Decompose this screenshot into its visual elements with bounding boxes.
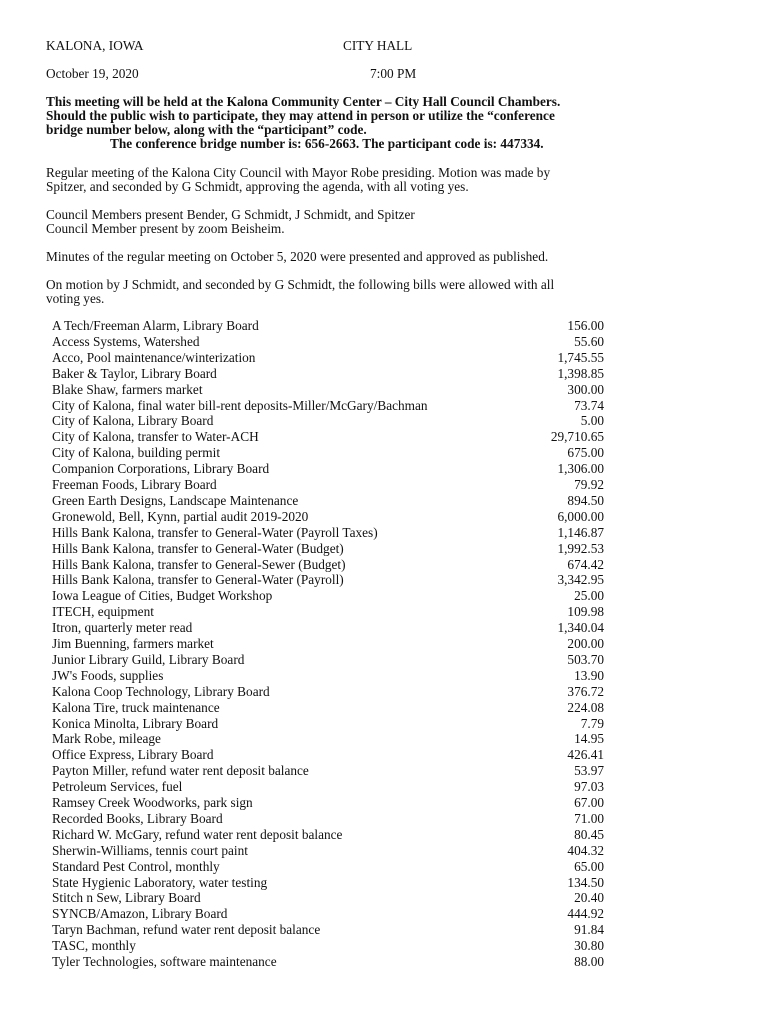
bill-payee: Junior Library Guild, Library Board xyxy=(52,651,245,667)
bill-amount: 97.03 xyxy=(574,779,604,795)
bill-payee: Hills Bank Kalona, transfer to General-Water (Payroll Taxes) xyxy=(52,524,378,540)
bill-payee: Ramsey Creek Woodworks, park sign xyxy=(52,795,253,810)
bill-amount: 30.80 xyxy=(574,938,604,954)
bill-amount: 3,342.95 xyxy=(557,572,604,588)
bill-payee: State Hygienic Laboratory, water testing xyxy=(52,874,268,890)
bill-row xyxy=(52,525,604,541)
bill-amount: 444.92 xyxy=(567,906,604,922)
bill-amount: 426.41 xyxy=(567,747,604,763)
bill-row xyxy=(52,954,604,970)
bill-payee: Green Earth Designs, Landscape Maintenance xyxy=(52,492,299,508)
bill-payee: Gronewold, Bell, Kynn, partial audit 2019-2020 xyxy=(52,508,309,524)
bill-row xyxy=(52,843,604,859)
bill-amount: 404.32 xyxy=(567,842,604,858)
bill-amount: 300.00 xyxy=(567,381,604,397)
bill-payee: Hills Bank Kalona, transfer to General-Water (Payroll) xyxy=(52,572,344,588)
meeting-time: 7:00 PM xyxy=(370,66,417,81)
bill-row xyxy=(52,700,604,716)
bill-row xyxy=(52,557,604,573)
bill-payee: Freeman Foods, Library Board xyxy=(52,477,217,492)
bill-amount: 224.08 xyxy=(567,699,604,715)
bill-amount: 1,745.55 xyxy=(557,349,604,365)
bill-row xyxy=(52,684,604,700)
bill-payee: Mark Robe, mileage xyxy=(52,731,161,747)
bill-payee: Richard W. McGary, refund water rent deposit balance xyxy=(52,826,343,842)
bill-payee: Kalona Coop Technology, Library Board xyxy=(52,683,270,699)
bill-payee: City of Kalona, final water bill-rent deposits-Miller/McGary/Bachman xyxy=(52,397,428,413)
bill-amount: 134.50 xyxy=(567,874,604,890)
bill-payee: Blake Shaw, farmers market xyxy=(52,381,203,397)
bill-payee: Recorded Books, Library Board xyxy=(52,810,223,826)
bill-amount: 91.84 xyxy=(574,922,604,938)
bill-amount: 67.00 xyxy=(574,795,604,810)
bill-payee: A Tech/Freeman Alarm, Library Board xyxy=(52,318,259,333)
bill-amount: 71.00 xyxy=(574,810,604,826)
minutes-approval: Minutes of the regular meeting on October 5, 2020 were presented and approved as published. xyxy=(46,249,549,264)
bill-row xyxy=(52,493,604,509)
bill-amount: 88.00 xyxy=(574,954,604,969)
bill-row xyxy=(52,318,604,334)
conference-bridge-info: The conference bridge number is: 656-2663. The participant code is: 447334. xyxy=(110,136,544,151)
bill-payee: Access Systems, Watershed xyxy=(52,333,200,349)
bill-payee: ITECH, equipment xyxy=(52,604,154,620)
notice-line-2: Should the public wish to participate, they may attend in person or utilize the “conference xyxy=(46,108,555,123)
bill-payee: City of Kalona, building permit xyxy=(52,445,221,461)
bill-amount: 80.45 xyxy=(574,826,604,842)
bill-amount: 200.00 xyxy=(567,636,604,651)
bill-row xyxy=(52,811,604,827)
bill-row xyxy=(52,350,604,366)
bill-payee: Companion Corporations, Library Board xyxy=(52,461,270,477)
bill-row xyxy=(52,382,604,398)
bill-payee: Konica Minolta, Library Board xyxy=(52,715,219,731)
bill-row xyxy=(52,604,604,620)
bill-amount: 79.92 xyxy=(574,477,604,492)
bill-row xyxy=(52,334,604,350)
bill-amount: 6,000.00 xyxy=(557,508,604,524)
opening-paragraph-line-2: Spitzer, and seconded by G Schmidt, approving the agenda, with all voting yes. xyxy=(46,179,469,194)
bill-payee: Acco, Pool maintenance/winterization xyxy=(52,349,256,365)
opening-paragraph-line-1: Regular meeting of the Kalona City Council with Mayor Robe presiding. Motion was made by xyxy=(46,165,551,180)
bill-amount: 53.97 xyxy=(574,763,604,779)
bill-row xyxy=(52,906,604,922)
notice-line-3: bridge number below, along with the “participant” code. xyxy=(46,122,367,137)
bill-payee: SYNCB/Amazon, Library Board xyxy=(52,906,228,922)
bills-motion-line-2: voting yes. xyxy=(46,291,105,306)
bill-amount: 1,306.00 xyxy=(557,461,604,477)
bill-row xyxy=(52,366,604,382)
bill-payee: Taryn Bachman, refund water rent deposit balance xyxy=(52,922,321,938)
bill-amount: 674.42 xyxy=(567,556,604,572)
bill-payee: Iowa League of Cities, Budget Workshop xyxy=(52,588,273,604)
bill-row xyxy=(52,763,604,779)
bill-row xyxy=(52,875,604,891)
bill-amount: 55.60 xyxy=(574,333,604,349)
bill-row xyxy=(52,747,604,763)
bill-amount: 20.40 xyxy=(574,890,604,906)
bill-row xyxy=(52,620,604,636)
bill-payee: Petroleum Services, fuel xyxy=(52,779,183,795)
bill-amount: 25.00 xyxy=(574,588,604,604)
bill-amount: 1,398.85 xyxy=(557,365,604,381)
bill-amount: 503.70 xyxy=(567,651,604,667)
bill-amount: 109.98 xyxy=(567,604,604,620)
bill-row xyxy=(52,572,604,588)
bill-payee: Tyler Technologies, software maintenance xyxy=(52,954,277,969)
bill-amount: 7.79 xyxy=(580,715,604,731)
header-location: KALONA, IOWA xyxy=(46,38,144,53)
bill-amount: 5.00 xyxy=(580,413,604,429)
bill-row xyxy=(52,636,604,652)
bill-amount: 675.00 xyxy=(567,445,604,461)
bill-row xyxy=(52,827,604,843)
bill-row xyxy=(52,541,604,557)
bill-amount: 1,992.53 xyxy=(557,540,604,556)
bill-payee: Kalona Tire, truck maintenance xyxy=(52,699,220,715)
bill-payee: Jim Buenning, farmers market xyxy=(52,636,214,651)
bill-amount: 1,340.04 xyxy=(557,620,604,636)
bill-payee: Payton Miller, refund water rent deposit balance xyxy=(52,763,309,779)
bills-motion-line-1: On motion by J Schmidt, and seconded by G Schmidt, the following bills were allowed with all xyxy=(46,277,555,292)
bill-row xyxy=(52,716,604,732)
bill-row xyxy=(52,445,604,461)
bill-row xyxy=(52,938,604,954)
bill-row xyxy=(52,795,604,811)
bill-amount: 29,710.65 xyxy=(550,429,604,445)
bill-payee: Sherwin-Williams, tennis court paint xyxy=(52,842,248,858)
bill-payee: Hills Bank Kalona, transfer to General-Water (Budget) xyxy=(52,540,344,556)
meeting-date: October 19, 2020 xyxy=(46,66,139,81)
bill-payee: Baker & Taylor, Library Board xyxy=(52,365,217,381)
bill-payee: Stitch n Sew, Library Board xyxy=(52,890,201,906)
bill-amount: 376.72 xyxy=(567,683,604,699)
bill-row xyxy=(52,509,604,525)
bill-payee: Itron, quarterly meter read xyxy=(52,620,193,636)
bill-row xyxy=(52,461,604,477)
bill-payee: Hills Bank Kalona, transfer to General-Sewer (Budget) xyxy=(52,556,346,572)
notice-line-1: This meeting will be held at the Kalona Community Center – City Hall Council Chambers. xyxy=(46,94,561,109)
bill-row xyxy=(52,652,604,668)
bill-row xyxy=(52,429,604,445)
bill-row xyxy=(52,731,604,747)
bill-row xyxy=(52,588,604,604)
bill-amount: 894.50 xyxy=(567,492,604,508)
members-present-line-1: Council Members present Bender, G Schmidt, J Schmidt, and Spitzer xyxy=(46,207,415,222)
bill-payee: JW's Foods, supplies xyxy=(52,667,164,683)
bill-row xyxy=(52,922,604,938)
bill-row xyxy=(52,413,604,429)
bill-amount: 65.00 xyxy=(574,858,604,874)
bill-row xyxy=(52,890,604,906)
bill-row xyxy=(52,859,604,875)
members-present-line-2: Council Member present by zoom Beisheim. xyxy=(46,221,285,236)
bill-amount: 1,146.87 xyxy=(557,524,604,540)
bill-row xyxy=(52,477,604,493)
bill-amount: 13.90 xyxy=(574,667,604,683)
bill-amount: 156.00 xyxy=(567,318,604,333)
bill-row xyxy=(52,668,604,684)
bill-payee: TASC, monthly xyxy=(52,938,136,954)
bill-row xyxy=(52,779,604,795)
bill-row xyxy=(52,398,604,414)
bill-payee: City of Kalona, transfer to Water-ACH xyxy=(52,429,259,445)
bill-payee: Standard Pest Control, monthly xyxy=(52,858,220,874)
bill-amount: 73.74 xyxy=(574,397,604,413)
bill-amount: 14.95 xyxy=(574,731,604,747)
header-venue: CITY HALL xyxy=(343,38,413,53)
bill-payee: Office Express, Library Board xyxy=(52,747,214,763)
bill-payee: City of Kalona, Library Board xyxy=(52,413,214,429)
